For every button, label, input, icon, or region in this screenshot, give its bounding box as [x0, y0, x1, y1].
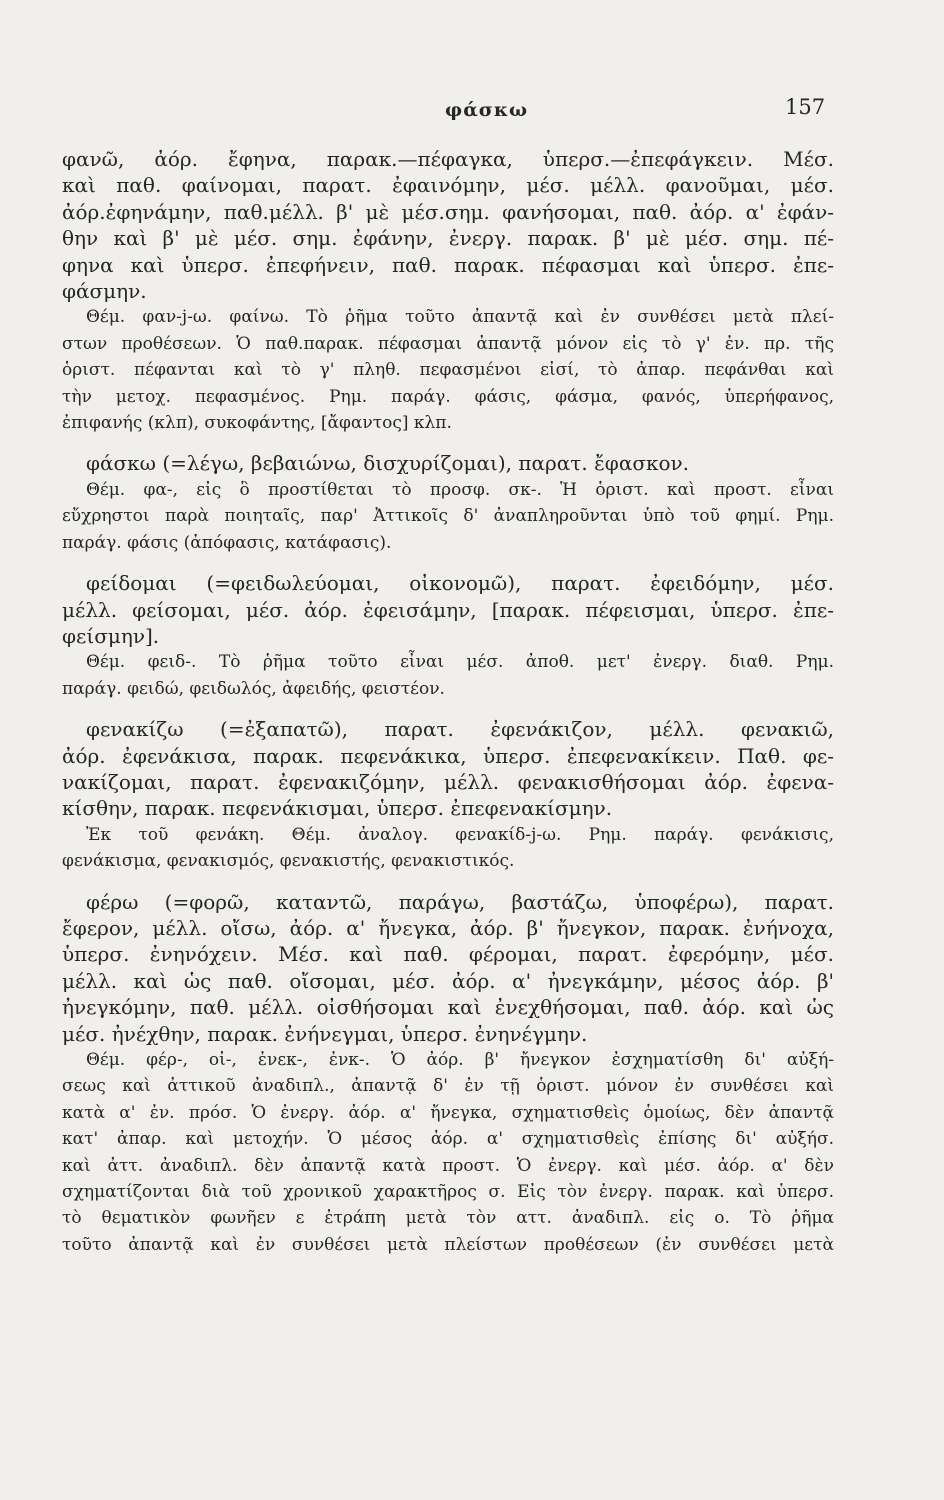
page-number: 157 [785, 95, 826, 119]
text-line: κατ' ἀπαρ. καὶ μετοχήν. Ὁ μέσος ἀόρ. α' σχηματισθεὶς ἐπίσης δι' αὐξήσ. [62, 1129, 834, 1150]
text-line: μέλλ. καὶ ὡς παθ. οἴσομαι, μέσ. ἀόρ. α' ἠνεγκάμην, μέσος ἀόρ. β' [62, 968, 834, 993]
text-line: ἀόρ.ἐφηνάμην, παθ.μέλλ. β' μὲ μέσ.σημ. φανήσομαι, παθ. ἀόρ. α' ἐφάν- [62, 199, 834, 224]
text-line: θην καὶ β' μὲ μέσ. σημ. ἐφάνην, ἐνεργ. παρακ. β' μὲ μέσ. σημ. πέ- [62, 226, 834, 251]
text-line: Θέμ. φέρ-, οἰ-, ἐνεκ-, ἐνκ-. Ὁ ἀόρ. β' ἤνεγκον ἐσχηματίσθη δι' αὐξή- [86, 1050, 834, 1070]
text-line: Θέμ. φαν-j-ω. φαίνω. Τὸ ῥῆμα τοῦτο ἀπαντᾷ καὶ ἐν συνθέσει μετὰ πλεί- [86, 307, 834, 328]
running-head [0, 95, 944, 125]
text-line: φείσμην]. [62, 623, 160, 648]
text-line: φάσμην. [62, 279, 147, 304]
text-line: ἔφερον, μέλλ. οἴσω, ἀόρ. α' ἤνεγκα, ἀόρ. β' ἤνεγκον, παρακ. ἐνήνοχα, [62, 915, 834, 940]
running-title: φάσκω [445, 99, 529, 121]
text-line: σχηματίζονται διὰ τοῦ χρονικοῦ χαρακτῆρος σ. Εἰς τὸν ἐνεργ. παρακ. καὶ ὑπερσ. [62, 1182, 834, 1203]
text-line: παράγ. φάσις (ἀπόφασις, κατάφασις). [62, 532, 392, 553]
text-line: καὶ παθ. φαίνομαι, παρατ. ἐφαινόμην, μέσ. μέλλ. φανοῦμαι, μέσ. [62, 173, 834, 198]
text-line: Ἐκ τοῦ φενάκη. Θέμ. ἀναλογ. φενακίδ-j-ω. Ρημ. παράγ. φενάκισις, [86, 824, 834, 845]
text-line: Θέμ. φα-, εἰς ὃ προστίθεται τὸ προσφ. σκ-. Ἡ ὁριστ. καὶ προστ. εἶναι [86, 479, 834, 500]
text-line: καὶ ἀττ. ἀναδιπλ. δὲν ἀπαντᾷ κατὰ προστ. Ὁ ἐνεργ. καὶ μέσ. ἀόρ. α' δὲν [62, 1155, 834, 1176]
text-line: τοῦτο ἀπαντᾷ καὶ ἐν συνθέσει μετὰ πλείστων προθέσεων (ἐν συνθέσει μετὰ [62, 1234, 834, 1255]
text-line: στων προθέσεων. Ὁ παθ.παρακ. πέφασμαι ἀπαντᾷ μόνον εἰς τὸ γ' ἐν. πρ. τῆς [62, 333, 834, 354]
text-line: φείδομαι (=φειδωλεύομαι, οἰκονομῶ), παρατ. ἐφειδόμην, μέσ. [86, 571, 834, 596]
text-line: νακίζομαι, παρατ. ἐφενακιζόμην, μέλλ. φενακισθήσομαι ἀόρ. ἐφενα- [62, 769, 834, 794]
text-line: κίσθην, παρακ. πεφενάκισμαι, ὑπερσ. ἐπεφενακίσμην. [62, 796, 613, 821]
text-line: ὁριστ. πέφανται καὶ τὸ γ' πληθ. πεφασμένοι εἰσί, τὸ ἀπαρ. πεφάνθαι καὶ [62, 360, 834, 381]
text-line: παράγ. φειδώ, φειδωλός, ἀφειδής, φειστέον. [62, 678, 445, 699]
text-line: κατὰ α' ἐν. πρόσ. Ὁ ἐνεργ. ἀόρ. α' ἤνεγκα, σχηματισθεὶς ὁμοίως, δὲν ἀπαντᾷ [62, 1102, 834, 1123]
text-line: φενάκισμα, φενακισμός, φενακιστής, φενακιστικός. [62, 851, 515, 872]
text-line: φανῶ, ἀόρ. ἔφηνα, παρακ.—πέφαγκα, ὑπερσ.—ἐπεφάγκειν. Μέσ. [62, 147, 834, 171]
text-line: φενακίζω (=ἐξαπατῶ), παρατ. ἐφενάκιζον, μέλλ. φενακιῶ, [86, 717, 834, 742]
text-body [62, 146, 834, 1258]
text-line: ὑπερσ. ἐνηνόχειν. Μέσ. καὶ παθ. φέρομαι, παρατ. ἐφερόμην, μέσ. [62, 942, 834, 967]
text-line: φέρω (=φορῶ, καταντῶ, παράγω, βαστάζω, ὑποφέρω), παρατ. [86, 889, 834, 914]
text-line: Θέμ. φειδ-. Τὸ ῥῆμα τοῦτο εἶναι μέσ. ἀποθ. μετ' ἐνεργ. διαθ. Ρημ. [86, 652, 834, 673]
text-line: φάσκω (=λέγω, βεβαιώνω, δισχυρίζομαι), παρατ. ἔφασκον. [86, 451, 690, 476]
text-line: ἐπιφανής (κλπ), συκοφάντης, [ἄφαντος] κλπ. [62, 413, 452, 434]
text-line: ἠνεγκόμην, παθ. μέλλ. οἰσθήσομαι καὶ ἐνεχθήσομαι, παθ. ἀόρ. καὶ ὡς [62, 995, 834, 1020]
text-line: μέλλ. φείσομαι, μέσ. ἀόρ. ἐφεισάμην, [παρακ. πέφεισμαι, ὑπερσ. ἐπε- [62, 597, 834, 622]
text-line: φηνα καὶ ὑπερσ. ἐπεφήνειν, παθ. παρακ. πέφασμαι καὶ ὑπερσ. ἐπε- [62, 252, 834, 277]
text-line: τὸ θεματικὸν φωνῆεν ε ἐτράπη μετὰ τὸν αττ. ἀναδιπλ. εἰς ο. Τὸ ῥῆμα [62, 1208, 834, 1229]
text-line: τὴν μετοχ. πεφασμένος. Ρημ. παράγ. φάσις, φάσμα, φανός, ὑπερήφανος, [62, 386, 834, 407]
text-line: σεως καὶ ἀττικοῦ ἀναδιπλ., ἀπαντᾷ δ' ἐν τῇ ὁριστ. μόνον ἐν συνθέσει καὶ [62, 1076, 834, 1097]
text-line: μέσ. ἠνέχθην, παρακ. ἐνήνεγμαι, ὑπερσ. ἐνηνέγμην. [62, 1021, 588, 1046]
text-line: εὔχρηστοι παρὰ ποιηταῖς, παρ' Ἀττικοῖς δ' ἀναπληροῦνται ὑπὸ τοῦ φημί. Ρημ. [62, 506, 834, 527]
text-line: ἀόρ. ἐφενάκισα, παρακ. πεφενάκικα, ὑπερσ. ἐπεφενακίκειν. Παθ. φε- [62, 743, 834, 768]
